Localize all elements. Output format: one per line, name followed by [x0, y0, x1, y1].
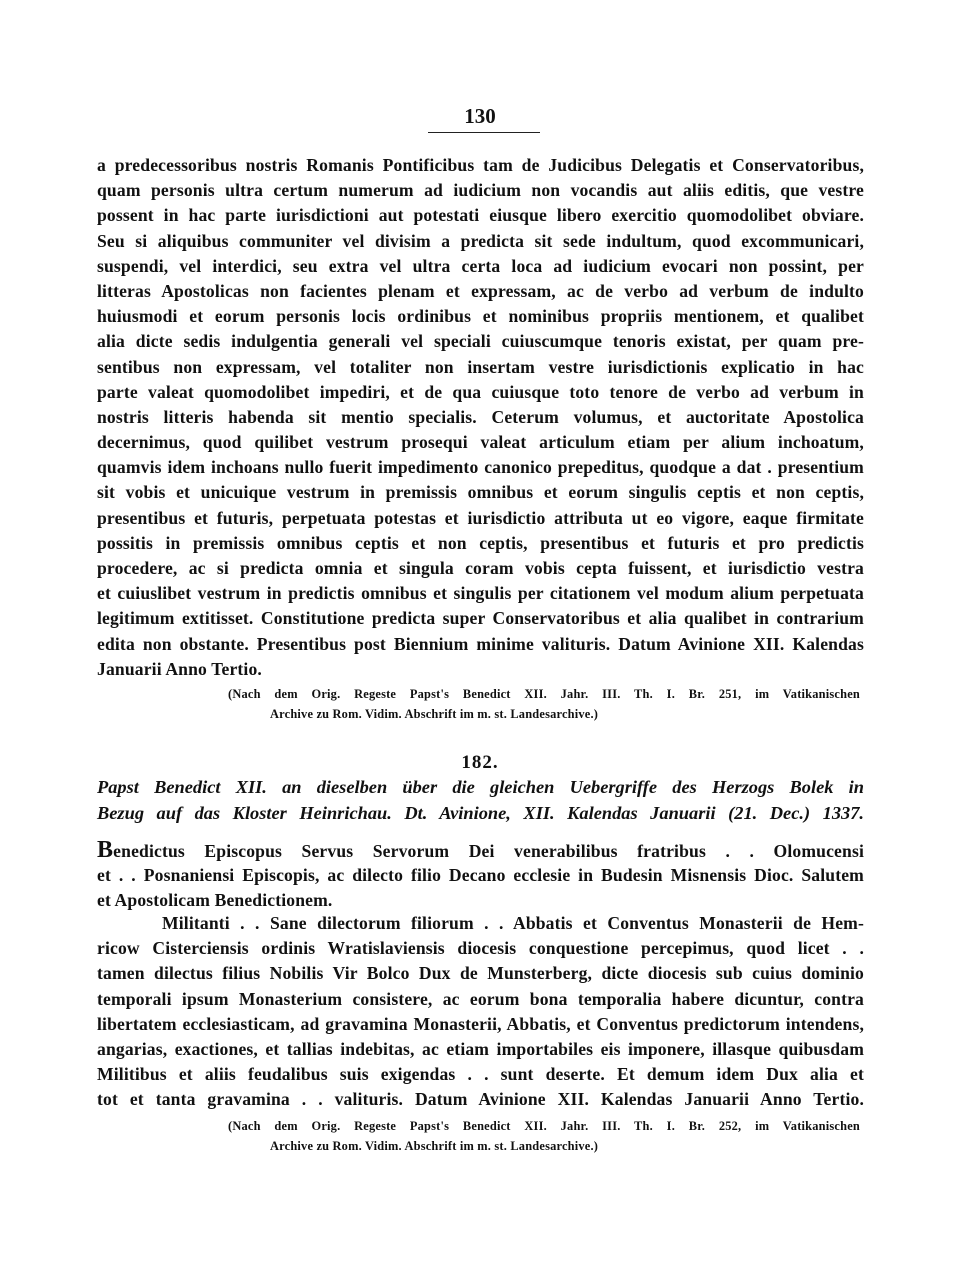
text-line: litteras Apostolicas non facientes plenam et expressam, ac de verbo ad verbum de indulto	[97, 280, 864, 301]
text-line	[97, 838, 864, 863]
text-line: a predecessoribus nostris Romanis Pontificibus tam de Judicibus Delegatis et Conservatoribus,	[97, 155, 864, 175]
text-line: Seu si aliquibus communiter vel divisim a predicta sit sede indultum, quod excommunicari,	[97, 230, 864, 251]
text-line: possitis in premissis omnibus ceptis et non ceptis, presentibus et futuris et pro predictis	[97, 532, 864, 553]
note-line: Archive zu Rom. Vidim. Abschrift im m. st. Landesarchive.)	[270, 707, 599, 721]
text-line: tot et tanta gravamina . . valituris. Datum Avinione XII. Kalendas Januarii Anno Tertio.	[97, 1089, 864, 1110]
text-line: et . . Posnaniensi Episcopis, ac dilecto filio Decano ecclesie in Budesin Misnensis Dioc. Salutem	[97, 865, 864, 886]
paragraph-continued	[97, 153, 864, 682]
document-number: 182.	[461, 752, 499, 773]
text-line: decernimus, quod quilibet vestrum prosequi valeat articulum etiam per alium inchoatum,	[97, 432, 864, 453]
body-paragraph	[97, 911, 864, 1113]
text-line: huiusmodi et eorum personis locis ordinibus et nominibus propriis mentionem, et qualibet	[97, 306, 864, 327]
source-note	[228, 1116, 860, 1156]
text-line: nostris litteris habenda sit mentio specialis. Ceterum volumus, et auctoritate Apostolica	[97, 406, 864, 427]
text-line: quam personis ultra certum numerum ad iudicium non vocandis aut aliis editis, que vestre	[97, 180, 864, 201]
text-line: quamvis idem inchoans nullo fuerit impedimento canonico prepeditus, quodque a dat . presentium	[97, 457, 864, 478]
note-line: (Nach dem Orig. Regeste Papst's Benedict XII. Jahr. III. Th. I. Br. 252, im Vatikanischen	[228, 1119, 860, 1133]
note-line: (Nach dem Orig. Regeste Papst's Benedict XII. Jahr. III. Th. I. Br. 251, im Vatikanischen	[228, 687, 860, 701]
text-line: temporali ipsum Monasterium consistere, ac eorum bona temporalia habere dicuntur, contra	[97, 988, 864, 1009]
text-line: ricow Cisterciensis ordinis Wratislaviensis diocesis conquestione percepimus, quod licet . .	[97, 938, 864, 959]
text-line: possent in hac parte iurisdictioni aut potestati eiusque libero exercitio quomodolibet obviare.	[97, 205, 864, 226]
text-line: procedere, ac si predicta omnia et singula coram vobis cepta fuissent, et iurisdictio vestra	[97, 558, 864, 578]
text-line: presentibus et futuris, perpetuata potestas et iurisdictio attributa ut eo vigore, eaque firmitate	[97, 507, 864, 528]
salutation-paragraph	[97, 838, 864, 914]
text-line: Januarii Anno Tertio.	[97, 658, 262, 679]
text-line: sentibus non expressam, vel totaliter non insertam vestre iurisdictionis explicatio in hac	[97, 356, 864, 377]
text-line: parte valeat quomodolibet impediri, et de qua cuiusque toto tenore de verbo ad verbum in	[97, 381, 864, 402]
text-line: Militanti . . Sane dilectorum filiorum . . Abbatis et Conventus Monasterii de Hem-	[162, 913, 864, 933]
text-line: et Apostolicam Benedictionem.	[97, 890, 333, 911]
text-line: et cuiuslibet vestrum in predictis omnibus et singulis per citationem vel modum alium perpetuata	[97, 583, 864, 604]
page-number-rule	[428, 132, 540, 133]
text-line: tamen dilectus filius Nobilis Vir Bolco Dux de Munsterberg, dicte diocesis sub cuius dominio	[97, 963, 864, 984]
note-line: Archive zu Rom. Vidim. Abschrift im m. st. Landesarchive.)	[270, 1139, 599, 1153]
text-line: edita non obstante. Presentibus post Biennium minime valituris. Datum Avinione XII. Kalendas	[97, 633, 864, 654]
text-line: suspendi, vel interdici, seu extra vel ultra certa loca ad iudicium evocari non possint, per	[97, 255, 864, 276]
text-line: legitimum extitisset. Constitutione predicta super Conservatoribus et alia qualibet in contrarium	[97, 608, 864, 629]
text-line: Militibus et aliis feudalibus suis exigendas . . sunt deserte. Et demum idem Dux alia et	[97, 1064, 864, 1085]
text-line: alia dicte sedis indulgentia generali vel speciali cuiuscumque tenoris existat, per quam pre-	[97, 331, 864, 352]
document-summary	[97, 775, 864, 826]
initial-letter: B	[97, 837, 114, 863]
text-line-rest: enedictus Episcopus Servus Servorum Dei venerabilibus fratribus . . Olomucensi	[113, 841, 864, 861]
text-line: angarias, exactiones, et tallias indebitas, ac etiam importabiles eis imponere, illasque quibusdam	[97, 1038, 864, 1059]
text-line: sit vobis et unicuique vestrum in premissis omnibus et eorum singulis ceptis et non ceptis,	[97, 482, 864, 503]
summary-line: Papst Benedict XII. an dieselben über die gleichen Uebergriffe des Herzogs Bolek in	[97, 777, 864, 797]
summary-line: Bezug auf das Kloster Heinrichau. Dt. Avinione, XII. Kalendas Januarii (21. Dec.) 1337.	[97, 802, 864, 823]
page-number: 130	[464, 104, 496, 128]
text-line: libertatem ecclesiasticam, ad gravamina Monasterii, Abbatis, et Conventus predictorum intendens,	[97, 1013, 864, 1034]
source-note	[228, 684, 860, 724]
